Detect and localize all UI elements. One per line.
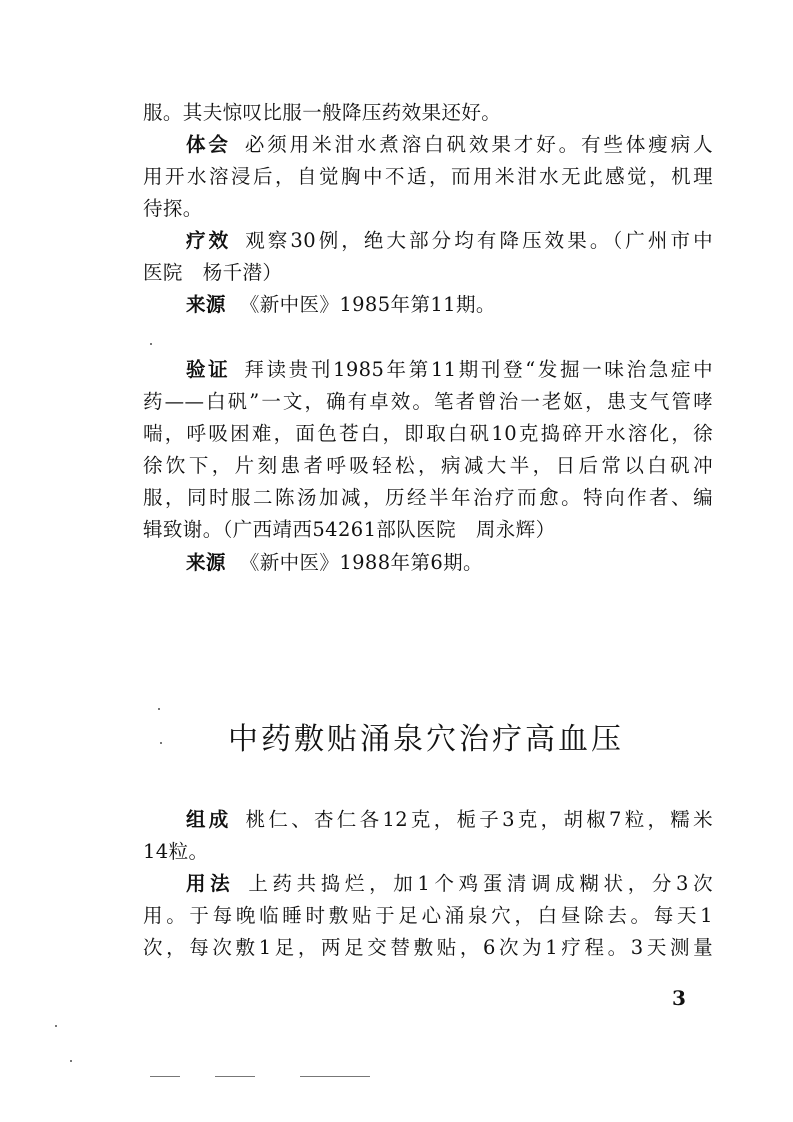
text-line (186, 872, 713, 896)
line-text: 必须用米泔水煮溶白矾效果才好。有些体瘦病人 (244, 133, 713, 156)
line-text: 上药共捣烂，加1个鸡蛋清调成糊状，分3次 (248, 872, 713, 895)
text-line (186, 293, 713, 317)
text-line (143, 904, 713, 928)
page-number: 3 (672, 986, 686, 1010)
line-text: 辑致谢。（广西靖西54261部队医院 周永辉） (143, 518, 556, 541)
line-text: 桃仁、杏仁各12克，栀子3克，胡椒7粒，糯米 (245, 808, 713, 831)
paragraph-label: 来源 (186, 293, 226, 316)
paragraph-label: 验证 (186, 358, 231, 381)
line-text: 服，同时服二陈汤加减，历经半年治疗而愈。特向作者、编 (143, 486, 713, 509)
text-line (186, 808, 713, 832)
text-line (143, 518, 713, 542)
line-text: 《新中医》1985年第11期。 (239, 293, 496, 316)
line-text: 用。于每晚临睡时敷贴于足心涌泉穴，白昼除去。每天1 (143, 904, 713, 927)
line-text: 待探。 (143, 197, 203, 220)
line-text: 次，每次敷1足，两足交替敷贴，6次为1疗程。3天测量 (143, 936, 713, 959)
paragraph-label: 疗效 (186, 229, 232, 252)
text-line (143, 486, 713, 510)
line-text: 用开水溶浸后，自觉胸中不适，而用米泔水无此感觉，机理 (143, 165, 713, 188)
section-title: 中药敷贴涌泉穴治疗高血压 (228, 722, 624, 757)
text-line (186, 358, 713, 382)
text-line (143, 165, 713, 189)
text-line (186, 551, 713, 575)
line-text: 医院 杨千潜） (143, 261, 283, 284)
text-line (143, 936, 713, 960)
text-line (143, 840, 713, 864)
line-text: 《新中医》1988年第6期。 (239, 551, 483, 574)
line-text: 14粒。 (143, 840, 209, 863)
text-line (143, 422, 713, 446)
line-text: 喘，呼吸困难，面色苍白，即取白矾10克捣碎开水溶化，徐 (143, 422, 713, 445)
line-text: 服。其夫惊叹比服一般降压药效果还好。 (143, 101, 502, 124)
text-line (143, 261, 713, 285)
text-line (143, 454, 713, 478)
text-line (143, 101, 713, 125)
line-text: 徐饮下，片刻患者呼吸轻松，病减大半，日后常以白矾冲 (143, 454, 713, 477)
text-line (143, 390, 713, 414)
line-text: 观察30例，绝大部分均有降压效果。（广州市中 (245, 229, 713, 252)
paragraph-label: 用法 (186, 872, 235, 895)
text-line (186, 229, 713, 253)
paragraph-label: 体会 (186, 133, 231, 156)
text-line (186, 133, 713, 157)
line-text: 拜读贵刊1985年第11期刊登“发掘一味治急症中 (244, 358, 713, 381)
paragraph-label: 来源 (186, 551, 226, 574)
line-text: 药——白矾”一文，确有卓效。笔者曾治一老妪，患支气管哮 (143, 390, 713, 413)
text-line (143, 197, 713, 221)
paragraph-label: 组成 (186, 808, 232, 831)
